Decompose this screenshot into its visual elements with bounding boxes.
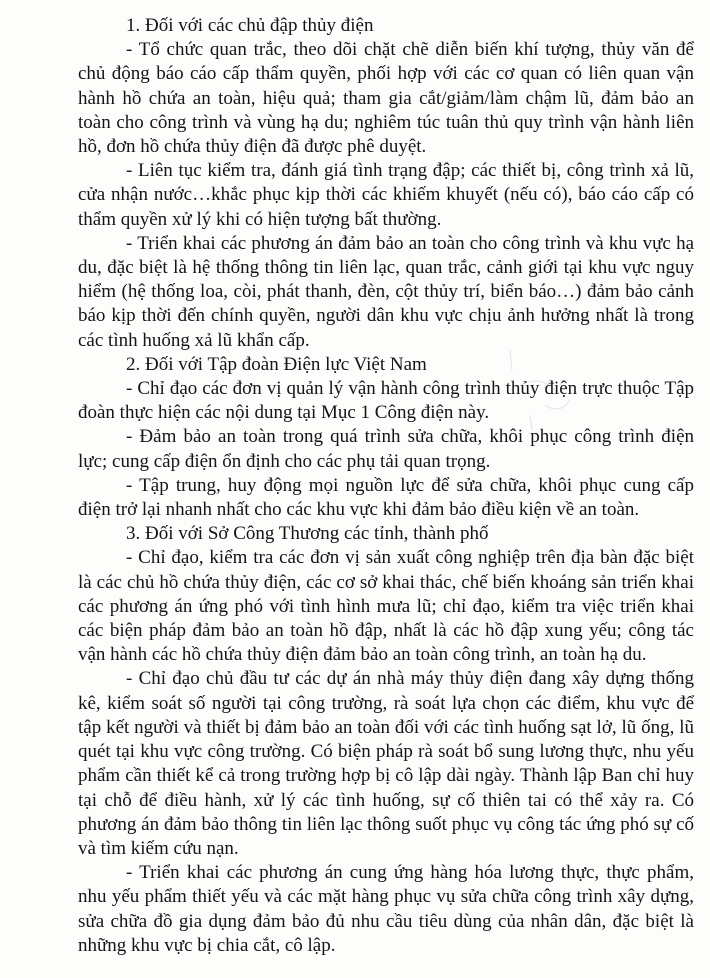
section-3-paragraph-1: - Chỉ đạo, kiểm tra các đơn vị sản xuất công nghiệp trên địa bàn đặc biệt là các chủ hồ chứa thủy điện, các cơ sở khai thác, chế biến khoáng sản triển khai các phương án ứng phó với tình hình mưa lũ; chỉ đạo, kiểm tra việc triển khai các biện pháp đảm bảo an toàn hồ đập, nhất là các hồ đập xung yếu; công tác vận hành các hồ chứa thủy điện đảm bảo an toàn công trình, an toàn hạ du. (78, 547, 694, 666)
section-heading-1: 1. Đối với các chủ đập thủy điện (126, 15, 374, 36)
section-1-paragraph-3: - Triển khai các phương án đảm bảo an toàn cho công trình và khu vực hạ du, đặc biệt là hệ thống thông tin liên lạc, quan trắc, cảnh giới tại khu vực nguy hiểm (hệ thống loa, còi, phát thanh, đèn, cột thủy trí, biển báo…) đảm bảo cảnh báo kịp thời đến chính quyền, người dân khu vực chịu ảnh hưởng nhất là trong các tình huống xả lũ khẩn cấp. (78, 232, 694, 351)
section-2-paragraph-2: - Đảm bảo an toàn trong quá trình sửa chữa, khôi phục công trình điện lực; cung cấp điện ổn định cho các phụ tải quan trọng. (78, 426, 694, 472)
section-2-paragraph-3: - Tập trung, huy động mọi nguồn lực để sửa chữa, khôi phục cung cấp điện trở lại nhanh nhất cho các khu vực khi đảm bảo điều kiện về an toàn. (78, 474, 694, 521)
section-1-paragraph-2: - Liên tục kiểm tra, đánh giá tình trạng đập; các thiết bị, công trình xả lũ, cửa nhận nước…khắc phục kịp thời các khiếm khuyết (nếu có), báo cáo cấp có thẩm quyền xử lý khi có hiện tượng bất thường. (78, 160, 694, 230)
section-heading-3: 3. Đối với Sở Công Thương các tỉnh, thành phố (126, 523, 489, 545)
section-2-paragraph-1: - Chỉ đạo các đơn vị quản lý vận hành công trình thủy điện trực thuộc Tập đoàn thực hiện các nội dung tại Mục 1 Công điện này. (78, 378, 694, 424)
section-1-paragraph-1: - Tổ chức quan trắc, theo dõi chặt chẽ diễn biến khí tượng, thủy văn để chủ động báo cáo cấp thẩm quyền, phối hợp với các cơ quan có liên quan vận hành hồ chứa an toàn, hiệu quả; tham gia cắt/giảm/làm chậm lũ, đảm bảo an toàn cho công trình và vùng hạ du; nghiêm túc tuân thủ quy trình vận hành liên hồ, đơn hồ chứa thủy điện đã được phê duyệt. (78, 39, 694, 158)
section-heading-2: 2. Đối với Tập đoàn Điện lực Việt Nam (126, 353, 427, 375)
document-body (78, 14, 694, 958)
section-3-paragraph-3: - Triển khai các phương án cung ứng hàng hóa lương thực, thực phẩm, nhu yếu phẩm thiết yếu và các mặt hàng phục vụ sửa chữa công trình xây dựng, sửa chữa đồ gia dụng đảm bảo đủ nhu cầu tiêu dùng của nhân dân, đặc biệt là những khu vực bị chia cắt, cô lập. (78, 862, 694, 956)
section-3-paragraph-2: - Chỉ đạo chủ đầu tư các dự án nhà máy thủy điện đang xây dựng thống kê, kiểm soát số người tại công trường, rà soát lựa chọn các điểm, khu vực để tập kết người và thiết bị đảm bảo an toàn đối với các tình huống sạt lở, lũ ống, lũ quét tại khu vực công trường. Có biện pháp rà soát bổ sung lương thực, nhu yếu phẩm cần thiết kể cả trong trường hợp bị cô lập dài ngày. Thành lập Ban chỉ huy tại chỗ để điều hành, xử lý các tình huống, sự cố thiên tai có thể xảy ra. Có phương án đảm bảo thông tin liên lạc thông suốt phục vụ công tác ứng phó sự cố và tìm kiếm cứu nạn. (78, 668, 694, 859)
